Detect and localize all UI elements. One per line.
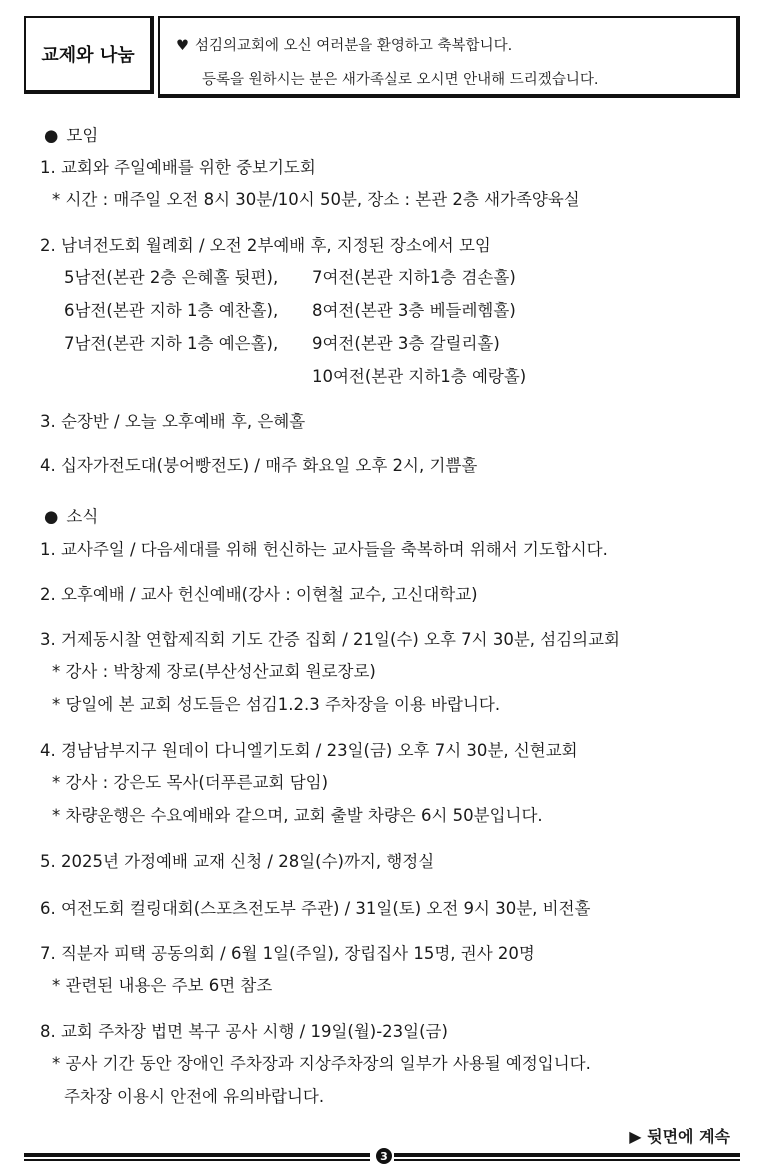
news-line: * 당일에 본 교회 성도들은 섬김1.2.3 주차장을 이용 바랍니다. xyxy=(52,695,501,714)
welcome-line-1 xyxy=(176,34,512,55)
page-number: 3 xyxy=(376,1148,392,1164)
meeting-line: 3. 순장반 / 오늘 오후예배 후, 은혜홀 xyxy=(40,412,306,431)
welcome-box xyxy=(158,16,740,98)
meeting-line: 8여전(본관 3층 베들레헴홀) xyxy=(312,301,516,320)
news-line: 5. 2025년 가정예배 교재 신청 / 28일(수)까지, 행정실 xyxy=(40,852,435,871)
news-line: 1. 교사주일 / 다음세대를 위해 헌신하는 교사들을 축복하며 위해서 기도합시다. xyxy=(40,540,608,559)
news-line: 8. 교회 주차장 법면 복구 공사 시행 / 19일(월)-23일(금) xyxy=(40,1022,448,1041)
meeting-line: 10여전(본관 지하1층 예랑홀) xyxy=(312,367,527,386)
meeting-line: 5남전(본관 2층 은혜홀 뒷편), xyxy=(64,268,279,287)
meetings-heading xyxy=(44,122,98,146)
news-line: 주차장 이용시 안전에 유의바랍니다. xyxy=(64,1087,325,1106)
news-line: * 관련된 내용은 주보 6면 참조 xyxy=(52,976,273,995)
footer-rule-left xyxy=(24,1153,370,1161)
meeting-line: 2. 남녀전도회 월례회 / 오전 2부예배 후, 지정된 장소에서 모임 xyxy=(40,236,491,255)
meeting-line: * 시간 : 매주일 오전 8시 30분/10시 50분, 장소 : 본관 2층 새가족양육실 xyxy=(52,190,580,209)
meeting-line: 4. 십자가전도대(붕어빵전도) / 매주 화요일 오후 2시, 기쁨홀 xyxy=(40,456,478,475)
meeting-line: 7남전(본관 지하 1층 예은홀), xyxy=(64,334,279,353)
news-line: * 강사 : 강은도 목사(더푸른교회 담임) xyxy=(52,773,329,792)
news-line: 3. 거제동시찰 연합제직회 기도 간증 집회 / 21일(수) 오후 7시 30분, 섬김의교회 xyxy=(40,630,620,649)
meeting-line: 7여전(본관 지하1층 겸손홀) xyxy=(312,268,516,287)
meeting-line: 9여전(본관 3층 갈릴리홀) xyxy=(312,334,500,353)
footer xyxy=(24,1148,740,1166)
meeting-line: 1. 교회와 주일예배를 위한 중보기도회 xyxy=(40,158,316,177)
news-line: 2. 오후예배 / 교사 헌신예배(강사 : 이현철 교수, 고신대학교) xyxy=(40,585,478,604)
meeting-line: 6남전(본관 지하 1층 예찬홀), xyxy=(64,301,279,320)
welcome-line-2: 등록을 원하시는 분은 새가족실로 오시면 안내해 드리겠습니다. xyxy=(202,72,599,88)
welcome-text-1: 섬김의교회에 오신 여러분을 환영하고 축복합니다. xyxy=(195,38,513,54)
header xyxy=(24,16,740,98)
section-title: 교제와 나눔 xyxy=(24,16,154,94)
news-heading xyxy=(44,503,98,527)
news-heading-text: 소식 xyxy=(66,507,99,526)
news-line: 6. 여전도회 컬링대회(스포츠전도부 주관) / 31일(토) 오전 9시 30분, 비전홀 xyxy=(40,899,591,918)
filled-circle-icon: ● xyxy=(44,507,59,526)
news-line: 4. 경남남부지구 원데이 다니엘기도회 / 23일(금) 오후 7시 30분, 신현교회 xyxy=(40,741,578,760)
filled-circle-icon: ● xyxy=(44,126,59,145)
news-line: * 공사 기간 동안 장애인 주차장과 지상주차장의 일부가 사용될 예정입니다. xyxy=(52,1054,591,1073)
news-line: * 차량운행은 수요예배와 같으며, 교회 출발 차량은 6시 50분입니다. xyxy=(52,806,543,825)
meetings-heading-text: 모임 xyxy=(66,126,99,145)
news-line: 7. 직분자 피택 공동의회 / 6월 1일(주일), 장립집사 15명, 권사 20명 xyxy=(40,944,535,963)
footer-rule-right xyxy=(394,1153,740,1161)
heart-icon: ♥ xyxy=(176,38,189,54)
continue-note: ▶ 뒷면에 계속 xyxy=(629,1127,730,1146)
news-line: * 강사 : 박창제 장로(부산성산교회 원로장로) xyxy=(52,662,376,681)
